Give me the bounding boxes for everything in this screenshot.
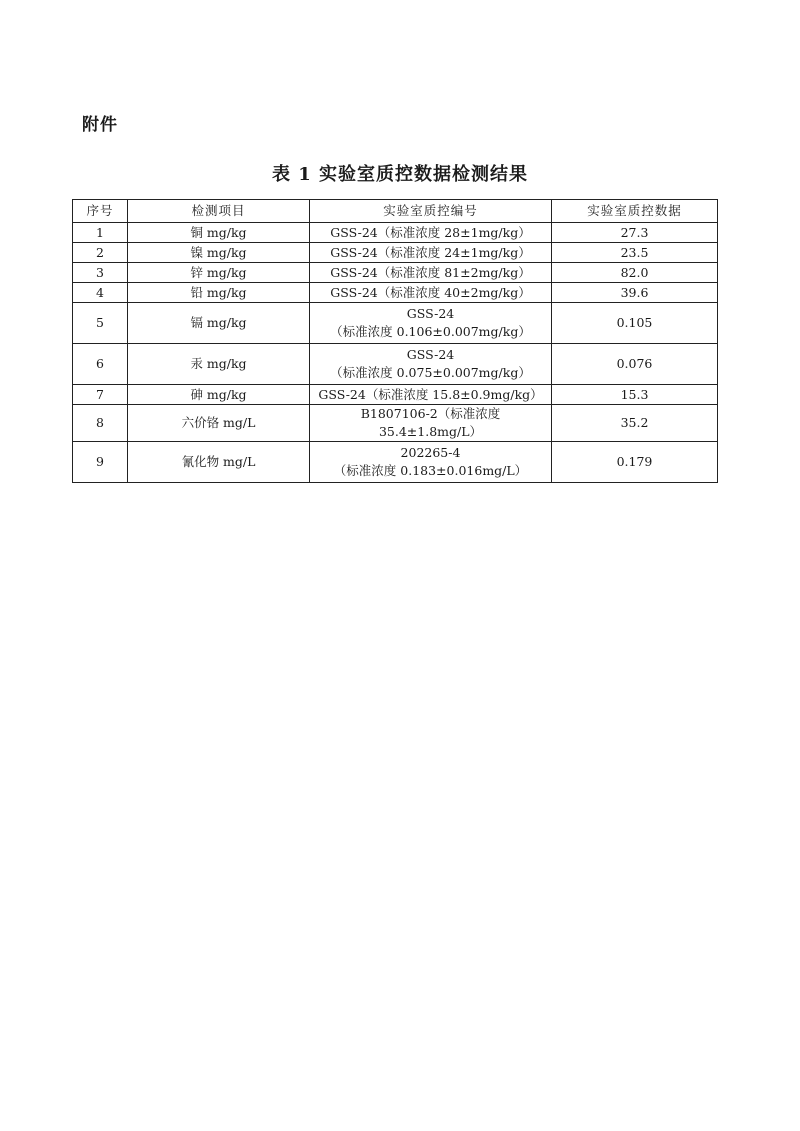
row-qc-value: 27.3 <box>552 223 718 243</box>
qc-code-line: （标准浓度 0.183±0.016mg/L） <box>333 463 528 478</box>
table-row <box>73 405 718 442</box>
row-qc-value: 0.179 <box>552 442 718 483</box>
row-seq: 6 <box>73 344 128 385</box>
row-seq: 4 <box>73 283 128 303</box>
row-seq: 1 <box>73 223 128 243</box>
row-seq: 2 <box>73 243 128 263</box>
attachment-label: 附件 <box>82 115 118 135</box>
row-item: 锌 mg/kg <box>128 263 310 283</box>
qc-code-line: GSS-24 <box>406 347 455 362</box>
qc-code-line: （标准浓度 0.106±0.007mg/kg） <box>330 324 531 339</box>
header-row <box>73 200 718 223</box>
qc-code-line: （标准浓度 0.075±0.007mg/kg） <box>330 365 531 380</box>
row-item: 汞 mg/kg <box>128 344 310 385</box>
column-header-seq: 序号 <box>73 200 128 223</box>
row-item: 氰化物 mg/L <box>128 442 310 483</box>
table-row <box>73 283 718 303</box>
table-body <box>73 223 718 483</box>
row-qc-code: B1807106-2（标准浓度 35.4±1.8mg/L） <box>310 405 552 442</box>
row-item: 砷 mg/kg <box>128 385 310 405</box>
table-row <box>73 263 718 283</box>
row-qc-code: GSS-24（标准浓度 24±1mg/kg） <box>310 243 552 263</box>
qc-code-line: GSS-24 <box>406 306 455 321</box>
qc-results-table <box>72 199 718 483</box>
table-header <box>73 200 718 223</box>
row-qc-code <box>310 344 552 385</box>
row-item: 铅 mg/kg <box>128 283 310 303</box>
row-qc-value: 82.0 <box>552 263 718 283</box>
row-qc-code <box>310 303 552 344</box>
row-item: 铜 mg/kg <box>128 223 310 243</box>
row-seq: 8 <box>73 405 128 442</box>
column-header-item: 检测项目 <box>128 200 310 223</box>
row-qc-value: 23.5 <box>552 243 718 263</box>
row-seq: 3 <box>73 263 128 283</box>
row-seq: 9 <box>73 442 128 483</box>
row-qc-code: GSS-24（标准浓度 28±1mg/kg） <box>310 223 552 243</box>
row-item: 镉 mg/kg <box>128 303 310 344</box>
table-row <box>73 385 718 405</box>
row-qc-value: 35.2 <box>552 405 718 442</box>
table-row <box>73 223 718 243</box>
table-title: 表 1 实验室质控数据检测结果 <box>271 164 529 185</box>
row-qc-code: GSS-24（标准浓度 15.8±0.9mg/kg） <box>310 385 552 405</box>
table-row <box>73 442 718 483</box>
row-item: 镍 mg/kg <box>128 243 310 263</box>
row-qc-value: 0.076 <box>552 344 718 385</box>
row-qc-value: 0.105 <box>552 303 718 344</box>
row-qc-code <box>310 442 552 483</box>
row-seq: 7 <box>73 385 128 405</box>
row-item: 六价铬 mg/L <box>128 405 310 442</box>
table-row <box>73 303 718 344</box>
row-qc-value: 15.3 <box>552 385 718 405</box>
table-row <box>73 243 718 263</box>
row-qc-code: GSS-24（标准浓度 81±2mg/kg） <box>310 263 552 283</box>
table-row <box>73 344 718 385</box>
column-header-qc-code: 实验室质控编号 <box>310 200 552 223</box>
row-seq: 5 <box>73 303 128 344</box>
qc-code-line: 202265-4 <box>400 445 461 460</box>
row-qc-value: 39.6 <box>552 283 718 303</box>
row-qc-code: GSS-24（标准浓度 40±2mg/kg） <box>310 283 552 303</box>
column-header-qc-data: 实验室质控数据 <box>552 200 718 223</box>
